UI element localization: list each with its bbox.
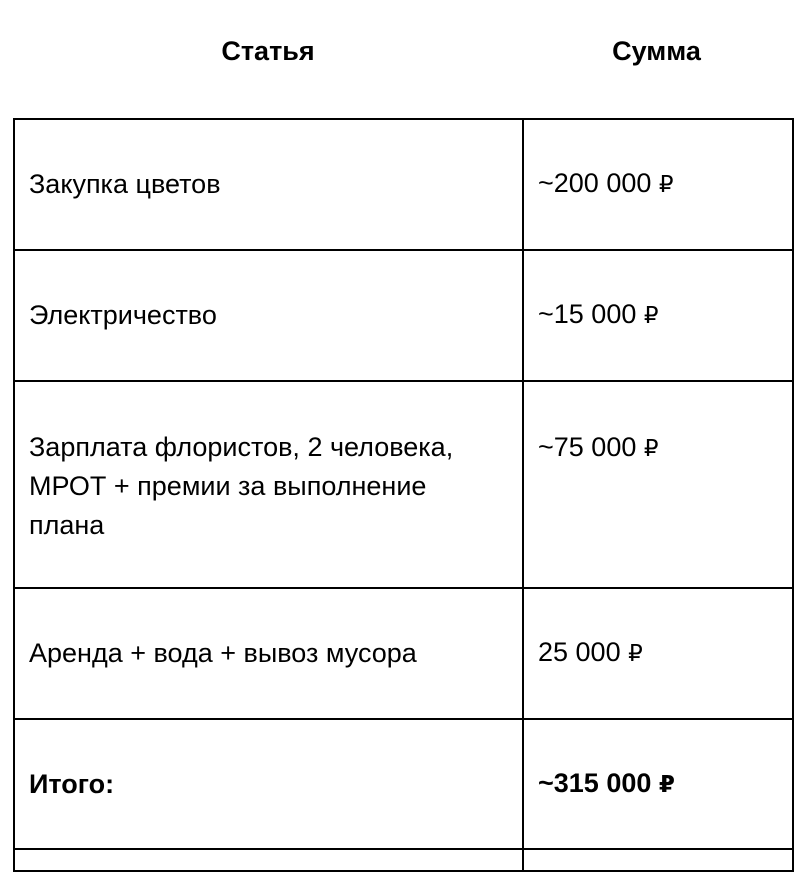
total-row [14, 719, 793, 849]
ruble-icon: ₽ [628, 641, 643, 667]
row-amount-cell [523, 250, 793, 381]
total-amount-cell [523, 719, 793, 849]
empty-cell [523, 849, 793, 871]
ruble-icon: ₽ [658, 771, 675, 798]
expenses-table [13, 118, 794, 872]
empty-cell [14, 849, 523, 871]
row-item-cell [14, 119, 523, 250]
amount-value: ~200 000 [538, 168, 652, 198]
ruble-icon: ₽ [658, 172, 674, 198]
table-header [0, 0, 806, 118]
column-header-item: Статья [221, 36, 315, 66]
ruble-icon: ₽ [643, 303, 659, 329]
total-label-cell [14, 719, 523, 849]
row-amount-cell [523, 588, 793, 719]
row-amount-cell [523, 381, 793, 588]
table-row [14, 119, 793, 250]
item-label: Зарплата флористов, 2 человека, МРОТ + премии за выполнение плана [29, 432, 454, 540]
item-label: Аренда + вода + вывоз мусора [29, 638, 417, 668]
item-label: Закупка цветов [29, 169, 221, 199]
ruble-icon: ₽ [643, 436, 659, 462]
table-row [14, 588, 793, 719]
amount-value: ~15 000 [538, 299, 637, 329]
row-item-cell [14, 250, 523, 381]
column-header-amount: Сумма [612, 36, 701, 66]
amount-value: ~75 000 [538, 432, 637, 462]
amount-value: 25 000 [538, 637, 621, 667]
total-label: Итого: [29, 768, 115, 799]
table-row [14, 381, 793, 588]
row-item-cell [14, 381, 523, 588]
table-row [14, 250, 793, 381]
row-item-cell [14, 588, 523, 719]
item-label: Электричество [29, 300, 217, 330]
total-value: ~315 000 [538, 767, 652, 798]
empty-row [14, 849, 793, 871]
row-amount-cell [523, 119, 793, 250]
